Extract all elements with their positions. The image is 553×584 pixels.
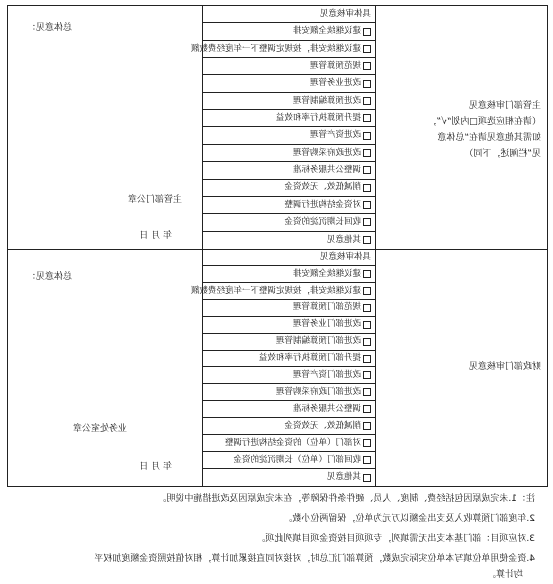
- option-row: [203, 435, 375, 452]
- checkbox[interactable]: [363, 338, 371, 346]
- checkbox[interactable]: [363, 321, 371, 329]
- finance-review-label: 财政部门审核意见: [468, 362, 541, 372]
- option-label: 改进预算编制管理: [292, 95, 361, 106]
- option-row: [203, 232, 375, 249]
- option-row: [203, 368, 375, 385]
- option-row: [203, 249, 375, 266]
- checkbox[interactable]: [363, 80, 371, 88]
- option-row: [203, 384, 375, 401]
- option-row: [203, 110, 375, 127]
- dept-review-label-cell: [375, 6, 547, 249]
- option-label: 削减低效、无效资金: [284, 420, 361, 431]
- option-row: [190, 41, 375, 58]
- dept-review-label: [381, 98, 541, 162]
- overall-opinion-label: 总体意见：: [26, 272, 72, 282]
- sign-column: [8, 6, 203, 249]
- checkbox[interactable]: [363, 287, 371, 295]
- option-label: 改进部门政府采购管理: [275, 387, 361, 398]
- finance-review-label-cell: [375, 249, 547, 486]
- option-row: [203, 214, 375, 231]
- option-row: [203, 145, 375, 162]
- checkbox[interactable]: [363, 439, 371, 447]
- checkbox[interactable]: [363, 114, 371, 122]
- options-column: [190, 249, 375, 486]
- dept-label-line: 如需其他意见请在“总体意: [437, 133, 541, 143]
- option-label: 其他意见: [326, 472, 361, 483]
- option-label: 其他意见: [326, 235, 361, 246]
- dept-label-line: （请在相应选项□内划“√”，: [427, 117, 541, 127]
- option-row: [203, 23, 375, 40]
- option-label: 建议继续全额安排: [292, 26, 361, 37]
- checkbox[interactable]: [363, 218, 371, 226]
- option-label: 削减低效、无效资金: [284, 182, 361, 193]
- option-label: 改进部门预算编制管理: [275, 336, 361, 347]
- checkbox[interactable]: [363, 355, 371, 363]
- option-row: [203, 162, 375, 179]
- option-row: [203, 317, 375, 334]
- checkbox[interactable]: [363, 304, 371, 312]
- option-label: 改进部门资产管理: [292, 370, 361, 381]
- option-row: [203, 6, 375, 23]
- checkbox[interactable]: [363, 62, 371, 70]
- note-line: 4.资金使用单位填写本单位实际完成数，预算部门汇总时，对接对同直接累加计算，相对值按照资金额度加权平: [94, 554, 535, 564]
- option-row: [203, 128, 375, 145]
- note-line: 注：1.未完成原因包括经费、制度、人员、硬件条件保障等，在未完成原因及改进措施中说明。: [157, 494, 535, 504]
- checkbox[interactable]: [363, 45, 371, 53]
- option-label: 建议继续安排，按规定调整下一年度经费数额: [190, 43, 361, 54]
- checkbox[interactable]: [363, 422, 371, 430]
- option-label: 收回部门（单位）长期沉淀的资金: [233, 454, 361, 465]
- option-row: [203, 334, 375, 351]
- option-row: [203, 401, 375, 418]
- dept-label-line: 主管部门审核意见: [468, 101, 541, 111]
- note-line: 均计算。: [486, 570, 523, 580]
- section-department-review: [8, 6, 547, 249]
- option-label: 建议继续全额安排: [292, 268, 361, 279]
- checkbox[interactable]: [363, 388, 371, 396]
- checkbox[interactable]: [363, 405, 371, 413]
- option-row: [203, 93, 375, 110]
- checkbox[interactable]: [363, 236, 371, 244]
- option-row: [203, 351, 375, 368]
- checkbox[interactable]: [363, 149, 371, 157]
- option-row: [203, 452, 375, 469]
- option-label: 调整公共服务标准: [292, 165, 361, 176]
- option-row: [203, 197, 375, 214]
- seal-label: 主管部门公章: [127, 195, 182, 205]
- option-label: 对资金结构进行调整: [284, 199, 361, 210]
- option-label: 调整公共服务标准: [292, 404, 361, 415]
- option-label: 收回长期沉淀的资金: [284, 217, 361, 228]
- option-row: [203, 75, 375, 92]
- option-label: 建议继续安排，按规定调整下一年度经费数额: [190, 285, 361, 296]
- option-label: 规范部门预算管理: [292, 302, 361, 313]
- note-line: 3.对应项目：部门基本支出无需填列，专项项目按资金项目填列此项。: [256, 534, 535, 544]
- option-label: 提升部门预算执行率和效益: [258, 353, 361, 364]
- dept-label-line: 见”栏阐述，下同）: [464, 149, 541, 159]
- option-label: 改进部门业务管理: [292, 319, 361, 330]
- section-finance-review: [8, 249, 547, 486]
- option-label: 改进业务管理: [309, 78, 361, 89]
- checkbox[interactable]: [363, 270, 371, 278]
- overall-opinion-label: 总体意见：: [26, 23, 72, 33]
- option-label: 改进政府采购管理: [292, 147, 361, 158]
- date-label: 年 月 日: [139, 462, 172, 472]
- checkbox[interactable]: [363, 166, 371, 174]
- option-row: [203, 418, 375, 435]
- checkbox[interactable]: [363, 97, 371, 105]
- review-table: [7, 5, 548, 487]
- checkbox[interactable]: [363, 474, 371, 482]
- option-row: [203, 300, 375, 317]
- option-label: 具体审核意见: [319, 251, 371, 262]
- checkbox[interactable]: [363, 456, 371, 464]
- option-row: [203, 266, 375, 283]
- option-row: [190, 283, 375, 300]
- seal-label: 业务处室公章: [72, 424, 127, 434]
- checkbox[interactable]: [363, 184, 371, 192]
- options-column: [190, 6, 375, 249]
- option-row: [203, 58, 375, 75]
- option-label: 具体审核意见: [319, 8, 371, 19]
- option-row: [203, 469, 375, 486]
- checkbox[interactable]: [363, 132, 371, 140]
- option-label: 提升预算执行率和效益: [275, 113, 361, 124]
- option-row: [203, 180, 375, 197]
- note-line: 2.年度部门预算收入及支出金额以万元为单位，保留两位小数。: [283, 514, 535, 524]
- checkbox[interactable]: [363, 201, 371, 209]
- option-label: 对部门（单位）的资金结构进行调整: [224, 437, 361, 448]
- checkbox[interactable]: [363, 28, 371, 36]
- option-label: 改进资产管理: [309, 130, 361, 141]
- option-label: 规范预算管理: [309, 60, 361, 71]
- sign-column: [8, 249, 203, 486]
- checkbox[interactable]: [363, 371, 371, 379]
- date-label: 年 月 日: [139, 231, 172, 241]
